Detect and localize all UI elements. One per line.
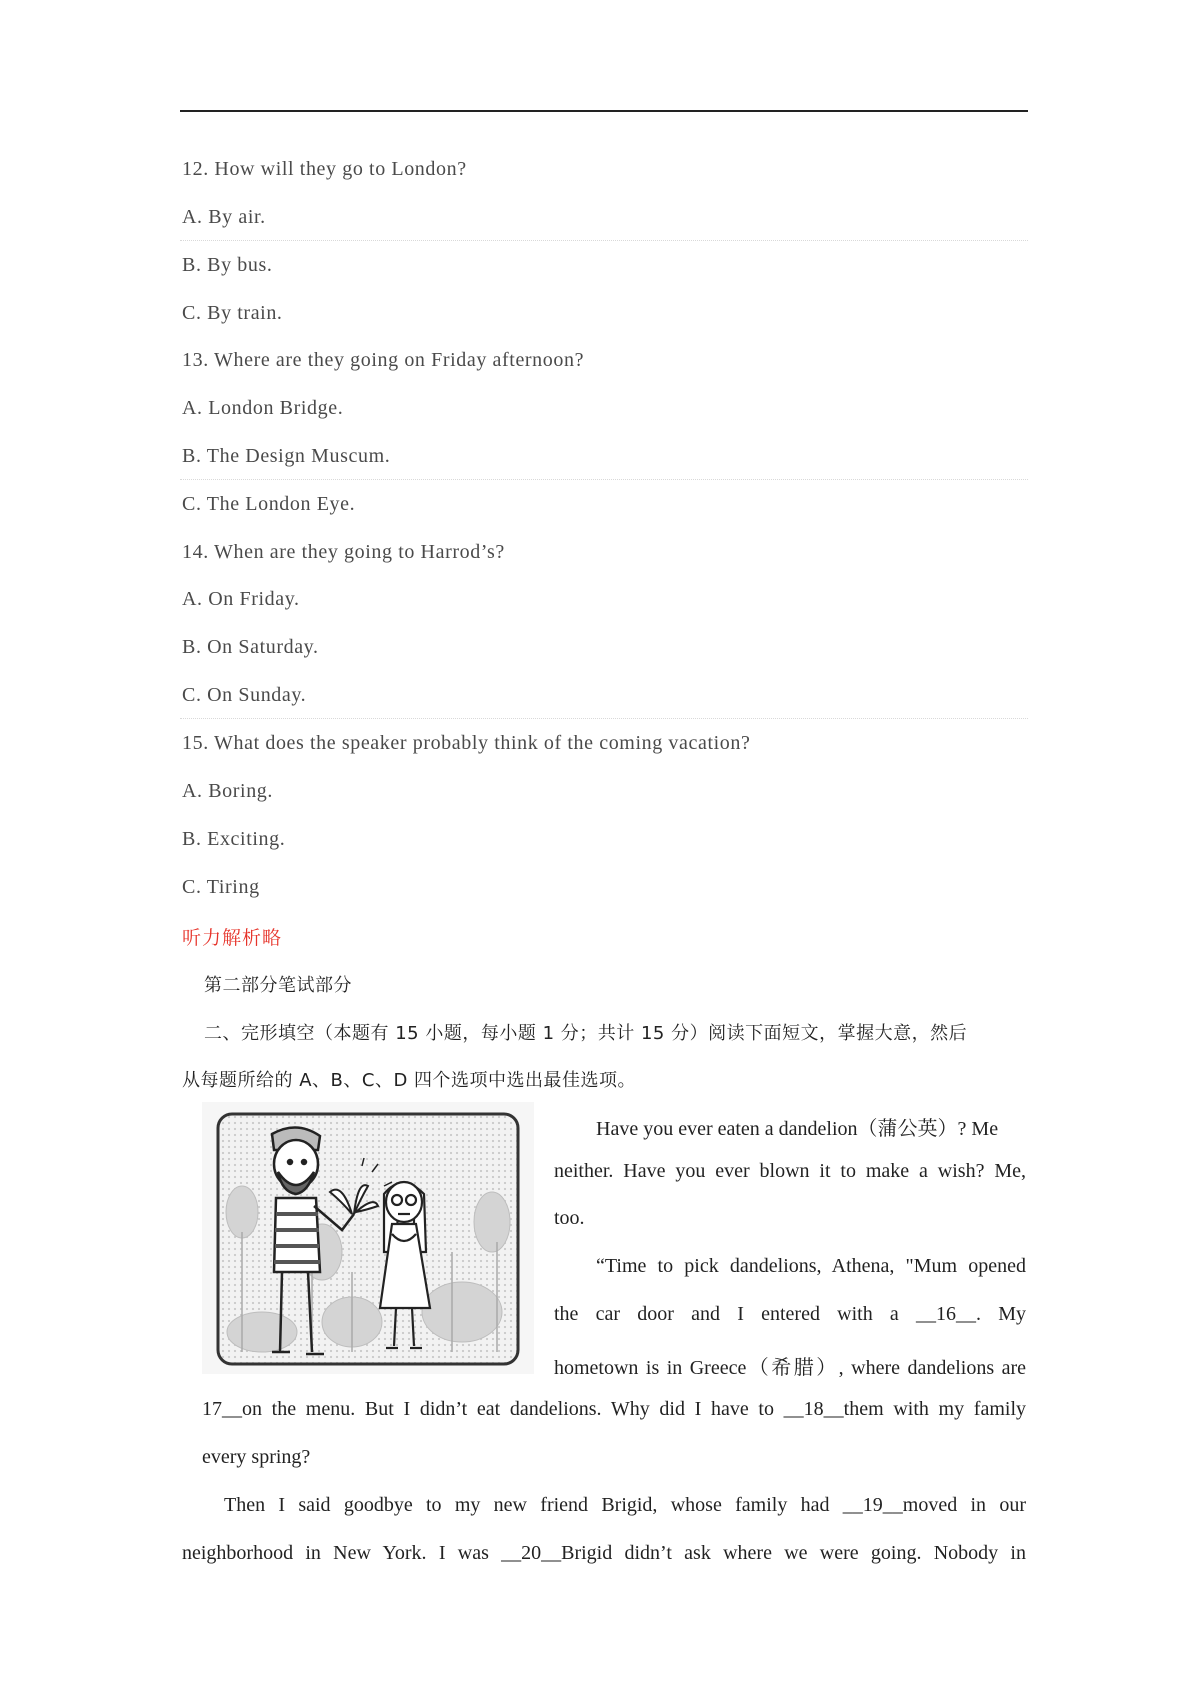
- cloze-instruction-line-2: 从每题所给的 A、B、C、D 四个选项中选出最佳选项。: [182, 1070, 637, 1091]
- option-15b: B. Exciting.: [182, 828, 286, 850]
- passage-p2-line2: the car door and I entered with a __16__. My: [554, 1303, 1026, 1325]
- question-13: 13. Where are they going on Friday afternoon?: [182, 349, 585, 371]
- divider: [180, 718, 1028, 719]
- passage-illustration: [202, 1102, 534, 1374]
- passage-p3-line2: neighborhood in New York. I was __20__Brigid didn’t ask where we were going. Nobody in: [182, 1542, 1026, 1564]
- passage-p2-line5: every spring?: [202, 1446, 311, 1468]
- header-rule: [180, 110, 1028, 112]
- listening-analysis-note: 听力解析略: [182, 927, 283, 949]
- question-12: 12. How will they go to London?: [182, 158, 467, 180]
- option-14a: A. On Friday.: [182, 588, 300, 610]
- option-12a: A. By air.: [182, 206, 266, 228]
- option-15c: C. Tiring: [182, 876, 260, 898]
- question-15: 15. What does the speaker probably think of the coming vacation?: [182, 732, 751, 754]
- passage-p3-line1: Then I said goodbye to my new friend Brigid, whose family had __19__moved in our: [224, 1494, 1026, 1516]
- passage-p2-line1: “Time to pick dandelions, Athena, "Mum opened: [596, 1255, 1026, 1277]
- option-14c: C. On Sunday.: [182, 684, 307, 706]
- question-14: 14. When are they going to Harrod’s?: [182, 541, 505, 563]
- passage-p1-line3: too.: [554, 1207, 585, 1229]
- divider: [180, 240, 1028, 241]
- option-12c: C. By train.: [182, 302, 283, 324]
- passage-p2-line3: hometown is in Greece（希腊）, where dandelions are: [554, 1357, 1026, 1379]
- option-13a: A. London Bridge.: [182, 397, 344, 419]
- part-two-title: 第二部分笔试部分: [204, 975, 352, 996]
- option-13b: B. The Design Muscum.: [182, 445, 391, 467]
- man-and-girl-illustration: [202, 1102, 534, 1374]
- passage-p1-line2: neither. Have you ever blown it to make a wish? Me,: [554, 1160, 1026, 1182]
- passage-p1-line1: Have you ever eaten a dandelion（蒲公英）? Me: [596, 1118, 999, 1140]
- cloze-instruction-line-1: 二、完形填空（本题有 15 小题，每小题 1 分；共计 15 分）阅读下面短文，掌握大意，然后: [204, 1023, 968, 1044]
- passage-p2-line4: 17__on the menu. But I didn’t eat dandelions. Why did I have to __18__them with my family: [202, 1398, 1026, 1420]
- option-14b: B. On Saturday.: [182, 636, 319, 658]
- divider: [180, 479, 1028, 480]
- option-12b: B. By bus.: [182, 254, 273, 276]
- option-13c: C. The London Eye.: [182, 493, 356, 515]
- option-15a: A. Boring.: [182, 780, 273, 802]
